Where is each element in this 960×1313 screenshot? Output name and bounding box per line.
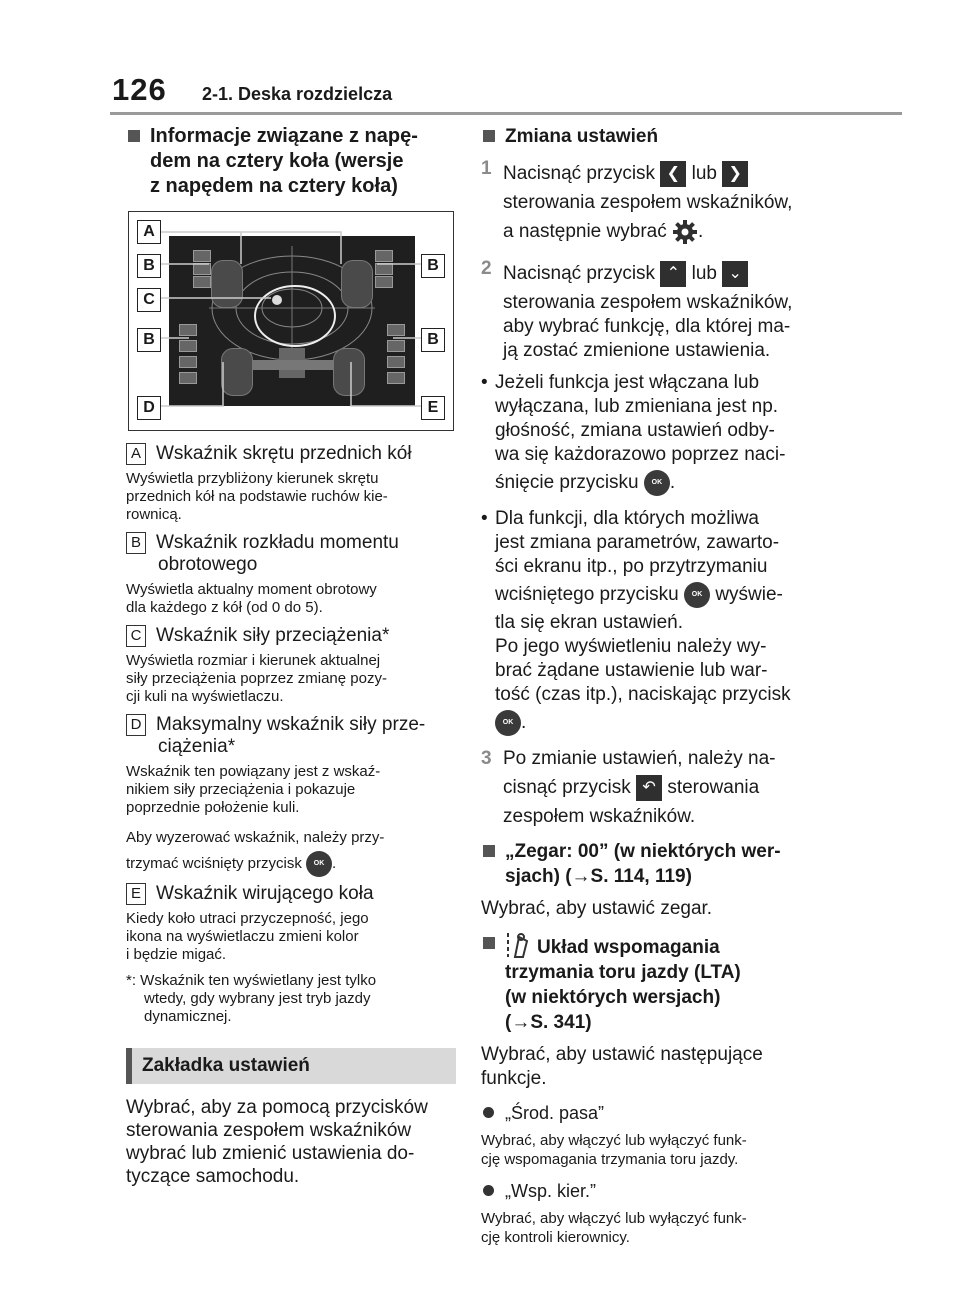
ok-button-icon: OK [684,582,710,608]
square-bullet-icon [483,130,495,142]
diagram-label: A [137,220,161,244]
awd-display-diagram [128,211,454,431]
ok-button-icon: OK [306,851,332,877]
diagram-label: B [137,254,161,278]
item-tag: A [126,443,146,465]
item-a: A Wskaźnik skrętu przednich kół Wyświetla przybliżony kierunek skrętu przednich kół na podstawie ruchów kie- rownicą. [126,443,412,523]
back-icon: ↶ [636,775,662,801]
awd-heading: Informacje związane z napę- dem na cztery koła (wersje z napędem na cztery koła) [126,124,456,199]
header-rule [110,112,902,115]
chevron-left-icon: ❮ [660,161,686,187]
chevron-up-icon: ⌃ [660,261,686,287]
item-b: B Wskaźnik rozkładu momentu obrotowego Wyświetla aktualny moment obrotowy dla każdego z kół (od 0 do 5). [126,532,399,616]
ok-button-icon: OK [644,470,670,496]
settings-tab-heading: Zakładka ustawień [126,1048,456,1084]
footnote: *: Wskaźnik ten wyświetlany jest tylko wtedy, gdy wybrany jest tryb jazdy dynamicznej. [126,972,377,1026]
item-c: C Wskaźnik siły przeciążenia* Wyświetla rozmiar i kierunek aktualnej siły przeciążenia poprzez zmianę pozy- cji kuli na wyświetlaczu. [126,625,390,705]
item-tag: E [126,883,146,905]
round-bullet-icon [483,1107,494,1118]
change-settings-heading: Zmiana ustawień [481,124,811,149]
lta-description: Wybrać, aby ustawić następujące funkcje. [481,1044,763,1089]
callout-lines [129,212,453,430]
item-e: E Wskaźnik wirującego koła Kiedy koło utraci przyczepność, jego ikona na wyświetlaczu zmieni kolor i będzie migać. [126,883,374,964]
diagram-label: B [137,328,161,352]
bullet-note-1: • Jeżeli funkcja jest włączana lub wyłączana, lub zmieniana jest np. głośność, zmiana ustawień odby- wa się każdorazowo poprzez naci- śnięcie przycisku OK . [481,371,811,499]
clock-heading: „Zegar: 00” (w niektórych wer- sjach) (→S. 114, 119) [481,839,811,889]
item-tag: B [126,532,146,554]
page-number: 126 [112,72,167,107]
option-lane-center: „Środ. pasa” Wybrać, aby włączyć lub wyłączyć funk- cję wspomagania trzymania toru jazdy. [481,1103,747,1168]
step-2: 2 Nacisnąć przycisk ⌃ lub ⌄ sterowania zespołem wskaźników, aby wybrać funkcję, dla której ma- ją zostać zmienione ustawienia. [481,258,793,361]
bullet-note-2: • Dla funkcji, dla których możliwa jest zmiana parametrów, zawarto- ści ekranu itp., po przytrzymaniu wciśniętego przycisku OK wyświe- tla się ekran ustawień. Po jego wyświetleniu należy wy- brać żądane ustawienie lub war- tość (czas itp.), naciskając przycisk OK . [481,507,811,739]
square-bullet-icon [128,130,140,142]
item-tag: D [126,714,146,736]
step-1: 1 Nacisnąć przycisk ❮ lub ❯ sterowania zespołem wskaźników, a następnie wybrać . [481,157,811,249]
diagram-label: E [421,396,445,420]
diagram-label: B [421,254,445,278]
step-3: 3 Po zmianie ustawień, należy na- cisnąć przycisk ↶ sterowania zespołem wskaźników. [481,748,776,827]
diagram-label: C [137,288,161,312]
chevron-down-icon: ⌄ [722,261,748,287]
item-tag: C [126,625,146,647]
settings-tab-description: Wybrać, aby za pomocą przycisków sterowania zespołem wskaźników wybrać lub zmienić ustawienia do- tyczące samochodu. [126,1097,428,1188]
square-bullet-icon [483,937,495,949]
gear-icon [672,219,698,245]
square-bullet-icon [483,845,495,857]
option-steering-assist: „Wsp. kier.” Wybrać, aby włączyć lub wyłączyć funk- cję kontroli kierownicy. [481,1181,747,1246]
diagram-label: D [137,396,161,420]
ok-button-icon: OK [495,710,521,736]
page-header [0,0,960,118]
left-column [126,124,456,1188]
section-title: 2-1. Deska rozdzielcza [202,84,393,104]
diagram-label: B [421,328,445,352]
round-bullet-icon [483,1185,494,1196]
right-column [481,124,811,1247]
chevron-right-icon: ❯ [722,161,748,187]
lta-heading: Układ wspomagania trzymania toru jazdy (LTA) (w niektórych wersjach) (→S. 341) [481,931,811,1035]
clock-description: Wybrać, aby ustawić zegar. [481,898,713,919]
item-d: D Maksymalny wskaźnik siły prze- ciążenia* Wskaźnik ten powiązany jest z wskaź- nikiem siły przeciążenia i pokazuje poprzednie położenie kuli. Aby wyzerować wskaźnik, należy przy- trzymać wciśnięty przycisk OK . [126,714,456,877]
lane-tracing-assist-icon [505,931,531,959]
